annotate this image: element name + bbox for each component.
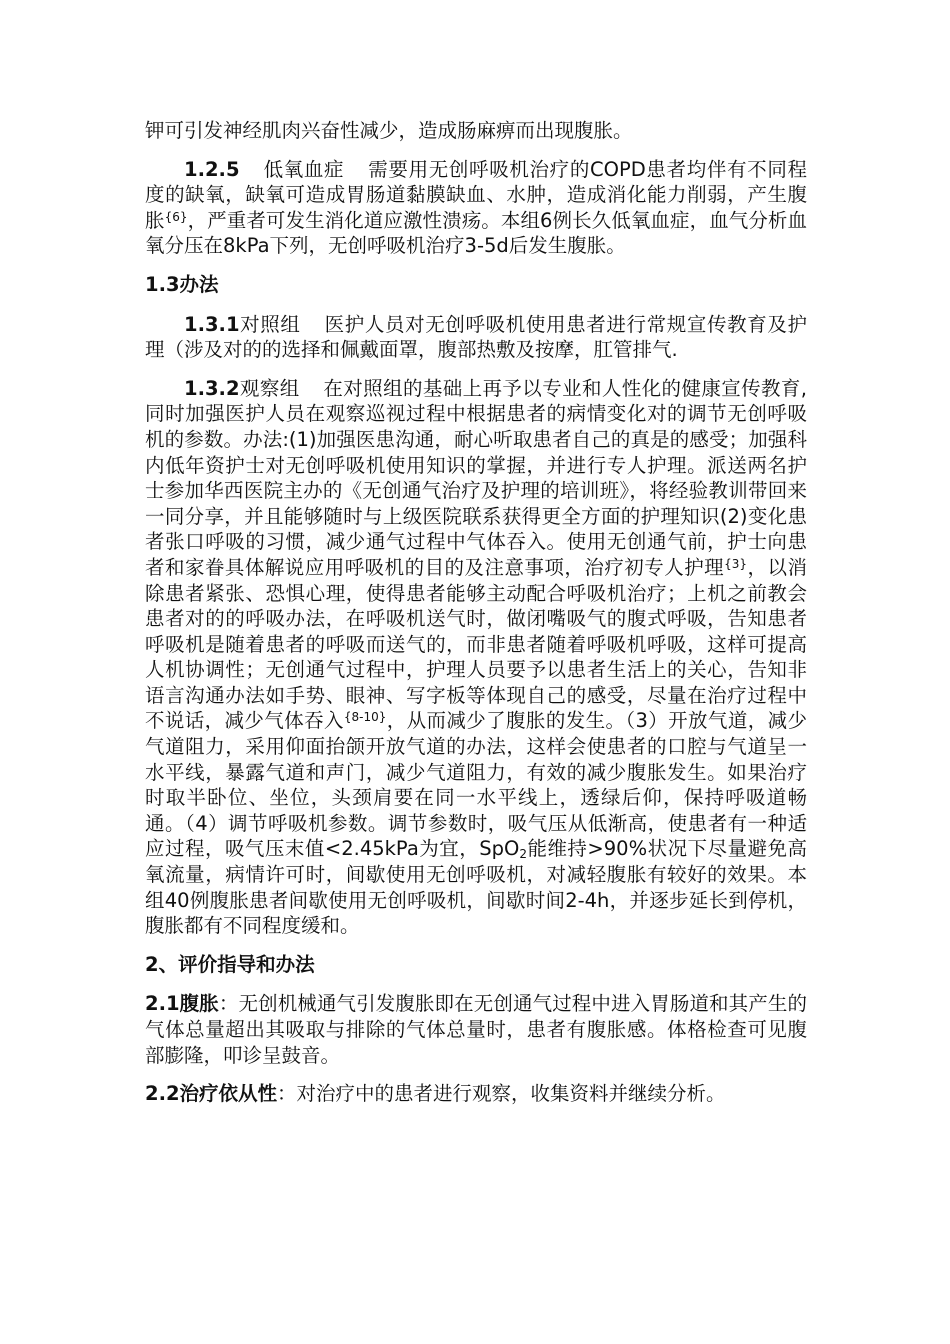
section-2-2 <box>145 1081 807 1107</box>
section-text: ，严重者可发生消化道应激性溃疡。本组6例长久低氧血症，血气分析血氧分压在8kPa下列，无创呼吸机治疗3-5d后发生腹胀。 <box>145 208 807 258</box>
section-2-1 <box>145 991 807 1068</box>
section-number: 1.3.1 <box>184 312 240 336</box>
section-title: 对照组 <box>239 312 301 336</box>
section-text: 在对照组的基础上再予以专业和人性化的健康宣传教育,同时加强医护人员在观察巡视过程中根据患者的病情变化对的调节无创呼吸机的参数。办法:(1)加强医患沟通，耐心听取患者自己的真是的感受；加强科内低年资护士对无创呼吸机使用知识的掌握，并进行专人护理。派送两名护士参加华西医院主办的《无创通气治疗及护理的培训班》，将经验教训带回来一同分享，并且能够随时与上级医院联系获得更全方面的护理知识(2)变化患者张口呼吸的习惯，减少通气过程中气体吞入。使用无创通气前，护士向患者和家眷具体解说应用呼吸机的目的及注意事项，治疗初专人护理 <box>145 376 807 579</box>
section-text: ：对治疗中的患者进行观察，收集资料并继续分析。 <box>277 1082 726 1106</box>
section-number: 1.2.5 <box>184 157 240 181</box>
section-text: ，以消除患者紧张、恐惧心理，使得患者能够主动配合呼吸机治疗；上机之前教会患者对的的呼吸办法，在呼吸机送气时，做闭嘴吸气的腹式呼吸，告知患者呼吸机是随着患者的呼吸而送气的，而非患者随着呼吸机呼吸，这样可提高人机协调性；无创通气过程中，护理人员要予以患者生活上的关心，告知非语言沟通办法如手势、眼神、写字板等体现自己的感受，尽量在治疗过程中不说话，减少气体吞入 <box>145 555 807 733</box>
section-text: ，从而减少了腹胀的发生。（3）开放气道，减少气道阻力，采用仰面抬颌开放气道的办法，这样会使患者的口腔与气道呈一水平线，暴露气道和声门，减少气道阻力，有效的减少腹胀发生。如果治疗时取半卧位、坐位，头颈肩要在同一水平线上，透绿后仰，保持呼吸道畅通。（4）调节呼吸机参数。调节参数时，吸气压从低渐高，使患者有一种适应过程，吸气压末值<2.45kPa为宜，SpO <box>145 709 807 861</box>
document-page <box>145 118 807 1120</box>
citation: {3} <box>724 556 748 571</box>
section-text: 医护人员对无创呼吸机使用患者进行常规宣传教育及护理（涉及对的的选择和佩戴面罩，腹部热敷及按摩，肛管排气. <box>145 312 807 362</box>
heading-1-3: 1.3办法 <box>145 272 219 296</box>
intro-text: 钾可引发神经肌肉兴奋性减少，造成肠麻痹而出现腹胀。 <box>145 119 633 142</box>
section-1-3-1 <box>145 312 807 363</box>
citation: {6} <box>164 209 188 224</box>
section-title: 观察组 <box>239 376 300 400</box>
citation: {8-10} <box>343 710 387 725</box>
subscript: 2 <box>519 847 527 862</box>
section-1-3-2 <box>145 376 807 939</box>
section-text: 需要用无创呼吸机治疗的COPD患者均伴有不同程度的缺氧，缺氧可造成胃肠道黏膜缺血、水肿，造成消化能力削弱，产生腹胀 <box>145 157 807 232</box>
section-text: 能维持>90%状况下尽量避免高氧流量，病情许可时，间歇使用无创呼吸机，对减轻腹胀有较好的效果。本组40例腹胀患者间歇使用无创呼吸机，间歇时间2-4h，并逐步延长到停机，腹胀都有不同程度缓和。 <box>145 837 807 938</box>
heading-2: 2、评价指导和办法 <box>145 952 315 976</box>
section-number: 1.3.2 <box>184 376 240 400</box>
section-label: 2.1腹胀 <box>145 992 219 1016</box>
section-title: 低氧血症 <box>262 157 345 181</box>
section-text: ：无创机械通气引发腹胀即在无创通气过程中进入胃肠道和其产生的气体总量超出其吸取与排除的气体总量时，患者有腹胀感。体格检查可见腹部膨隆，叩诊呈鼓音。 <box>145 992 807 1067</box>
intro-paragraph <box>145 118 807 144</box>
section-label: 2.2治疗依从性 <box>145 1082 278 1106</box>
section-1-2-5 <box>145 157 807 259</box>
